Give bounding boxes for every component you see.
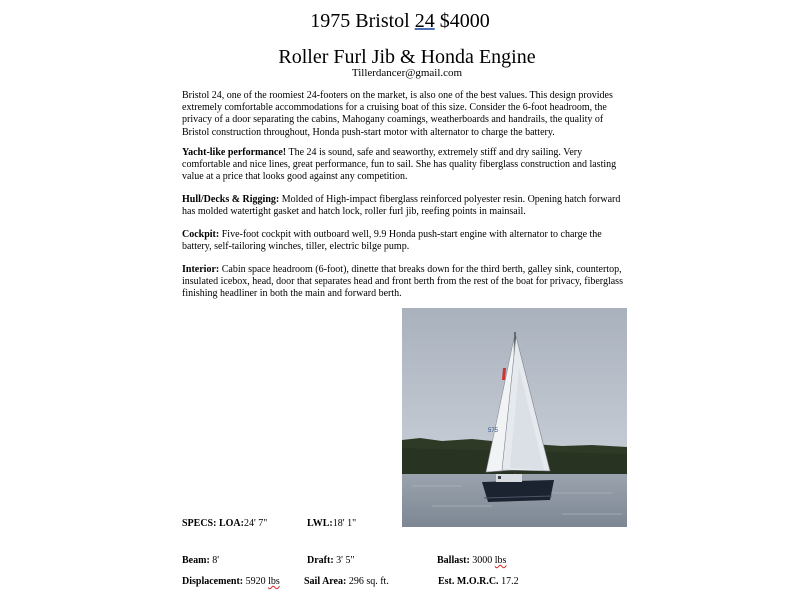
spec-label: SPECS: LOA: — [182, 518, 244, 529]
listing-subtitle: Roller Furl Jib & Honda Engine — [278, 46, 536, 68]
spec-value: 8' — [209, 555, 220, 566]
spec-value: 5920 — [243, 576, 269, 587]
section-interior — [182, 264, 632, 301]
spec-morc — [438, 576, 519, 588]
spec-value: 17.2 — [498, 576, 519, 587]
section-heading: Interior: — [182, 264, 220, 275]
section-text: Molded of High-impact fiberglass reinforced polyester resin. Opening hatch forward has molded watertight gasket and hatch lock, roller furl jib, reefing points in mainsail. — [182, 194, 621, 218]
section-hull — [182, 194, 632, 218]
spec-beam — [182, 555, 219, 567]
spec-displacement — [182, 576, 280, 588]
spec-label: Sail Area: — [304, 576, 347, 587]
section-cockpit — [182, 229, 632, 253]
spec-unit: lbs — [268, 576, 280, 587]
section-heading: Yacht-like performance! — [182, 147, 287, 158]
spec-draft — [307, 555, 355, 567]
section-text: Five-foot cockpit with outboard well, 9.9 Honda push-start engine with alternator to charge the battery, self-tailoring winches, tiller, electric bilge pump. — [182, 229, 602, 253]
spec-value: 3' 5" — [333, 555, 355, 566]
spec-label: Ballast: — [437, 555, 470, 566]
section-heading: Hull/Decks & Rigging: — [182, 194, 280, 205]
spec-lwl — [307, 518, 356, 530]
title-text: 1975 Bristol — [310, 10, 415, 32]
section-heading: Cockpit: — [182, 229, 220, 240]
title-price: $4000 — [434, 10, 490, 32]
sailboat-photo — [402, 308, 627, 527]
title-model-number: 24 — [414, 10, 435, 32]
spec-value: 296 sq. ft. — [346, 576, 389, 587]
sail-number: 575 — [488, 428, 499, 434]
spec-label: Draft: — [307, 555, 334, 566]
spec-unit: lbs — [494, 555, 507, 566]
spec-value: 3000 — [469, 555, 495, 566]
intro-paragraph: Bristol 24, one of the roomiest 24-footers on the market, is also one of the best values. This design provides extremely comfortable accommodations for a cruising boat of this size. Consider the 6-foot headroom, the privacy of a door separating the cabins, Mahogany coamings, weatherboards and handrails, the quality of Bristol construction throughout, Honda push-start motor with alternator to charge the battery. — [182, 90, 613, 138]
listing-title — [0, 9, 800, 33]
spec-sail-area — [304, 576, 389, 588]
spec-loa — [182, 518, 267, 530]
spec-label: LWL: — [307, 518, 333, 529]
spec-label: Est. M.O.R.C. — [438, 576, 499, 587]
section-text: The 24 is sound, safe and seaworthy, extremely stiff and dry sailing. Very comfortable and nice lines, great performance, fun to sail. She has quality fiberglass construction and lasting value at a price that looks good against any competition. — [182, 147, 617, 183]
spec-ballast — [437, 555, 506, 567]
contact-email: Tillerdancer@gmail.com — [351, 67, 463, 79]
spec-label: Displacement: — [182, 576, 244, 587]
spec-label: Beam: — [182, 555, 210, 566]
section-text: Cabin space headroom (6-foot), dinette that breaks down for the third berth, galley sink, countertop, insulated icebox, head, door that separates head and front berth from the rest of the boat for privacy, fiberglass finishing headliner in both the main and forward berth. — [182, 264, 623, 300]
spec-value: 18' 1" — [332, 518, 357, 529]
section-performance — [182, 147, 632, 184]
spec-value: 24' 7" — [243, 518, 268, 529]
